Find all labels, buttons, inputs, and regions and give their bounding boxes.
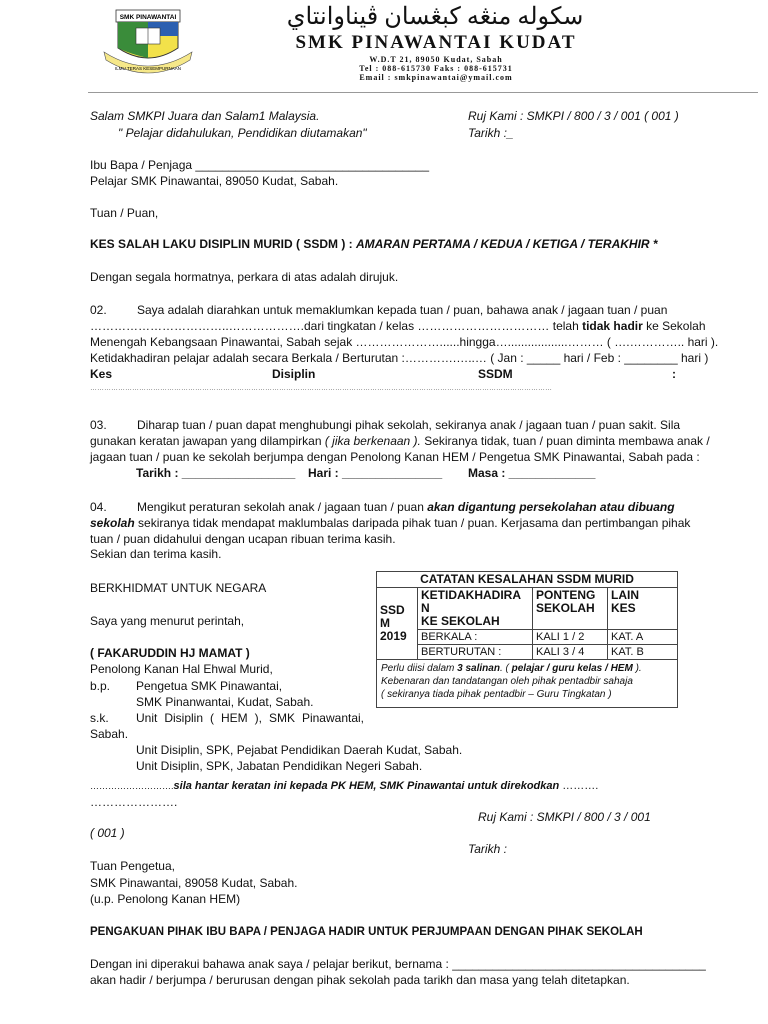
note1d: pelajar / guru kelas / HEM: [511, 663, 633, 674]
para02-line4: Ketidakhadiran pelajar adalah secara Berkala / Berturutan :………….…..… ( Jan : _____ hari / Feb : ________ hari ): [90, 351, 709, 365]
bp-line2: SMK Pinanwantai, Kudat, Sabah.: [136, 695, 314, 709]
logo-motto: ILMU TERAS KESEMPURNAAN: [115, 66, 181, 71]
record-side-label: SSD M 2019: [377, 588, 418, 660]
record-r2c3: KAT. B: [608, 645, 678, 660]
para02-line3: Menengah Kebangsaan Pinawantai, Sabah sejak …………………......hingga…..................……… ( ….………….. hari ).: [90, 335, 719, 349]
record-col-ketidakhadiran: KETIDAKHADIRA N KE SEKOLAH: [418, 588, 533, 630]
para04-line2b: sekiranya tidak mendapat maklumbalas daripada pihak tuan / puan. Kerjasama dan pertimbangan pihak: [134, 516, 691, 530]
cut-dots2: ……….: [559, 780, 599, 792]
record-r1c2: KALI 1 / 2: [533, 630, 608, 645]
reply-ruj-cont: ( 001 ): [90, 826, 125, 840]
reply-heading: PENGAKUAN PIHAK IBU BAPA / PENJAGA HADIR UNTUK PERJUMPAAN DENGAN PIHAK SEKOLAH: [90, 926, 643, 938]
para04-line4: Sekian dan terima kasih.: [90, 547, 222, 561]
para03-line2: [90, 434, 710, 448]
reply-tarikh: Tarikh :: [468, 842, 507, 856]
record-table-title: CATATAN KESALAHAN SSDM MURID: [377, 572, 678, 588]
intro-text: Dengan segala hormatnya, perkara di atas adalah dirujuk.: [90, 270, 399, 284]
note1b: 3 salinan: [457, 663, 500, 674]
tidak-hadir-text: tidak hadir: [582, 319, 643, 333]
sk-line3: Unit Disiplin, SPK, Jabatan Pendidikan Negeri Sabah.: [136, 759, 423, 773]
sk-line1b: Sabah.: [90, 727, 129, 741]
record-col-lain-kes: LAIN KES: [608, 588, 678, 630]
para03-line3: jagaan tuan / puan ke sekolah berjumpa dengan Penolong Kanan HEM / Pengetua SMK Pinawantai, Sabah pada :: [90, 450, 700, 464]
kes-colon: :: [672, 367, 676, 381]
school-email: Email : smkpinawantai@ymail.com: [359, 73, 513, 82]
para02-dots: ………………………………………………………………………………………………………………………………………………………………………………: [90, 385, 552, 392]
para03-line2c: Sekiranya tidak, tuan / puan diminta membawa anak /: [420, 434, 710, 448]
reply-ruj-kami: Ruj Kami : SMKPI / 800 / 3 / 001: [478, 810, 651, 824]
record-table-note: [377, 660, 678, 708]
reply-line2: akan hadir / berjumpa / berurusan dengan pihak sekolah pada tarikh dan masa yang telah ditetapkan.: [90, 973, 630, 987]
school-tel-fax: Tel : 088-615730 Faks : 088-615731: [359, 64, 513, 73]
para02-line2c: ke Sekolah: [642, 319, 706, 333]
disiplin-label: Disiplin: [272, 367, 316, 381]
school-address: W.D.T 21, 89050 Kudat, Sabah: [369, 55, 503, 64]
note1e: ).: [632, 663, 642, 674]
para03-line2a: gunakan keratan jawapan yang dilampirkan: [90, 434, 325, 448]
jika-berkenaan-text: ( jika berkenaan ).: [324, 434, 421, 448]
para02-number: 02.: [90, 303, 107, 317]
para02-line2: [90, 319, 706, 333]
ssdm-label: SSDM: [478, 367, 513, 381]
subject-options: AMARAN PERTAMA / KEDUA / KETIGA / TERAKHIR *: [356, 237, 658, 251]
note1a: Perlu diisi dalam: [381, 663, 458, 674]
meeting-hari-field: Hari : _______________: [308, 466, 443, 480]
reply-to1: Tuan Pengetua,: [90, 859, 175, 873]
greeting-line1: Salam SMKPI Juara dan Salam1 Malaysia.: [90, 109, 320, 123]
ref-tarikh: Tarikh :_: [468, 126, 514, 140]
recipient-line2: Pelajar SMK Pinawantai, 89050 Kudat, Sabah.: [90, 174, 339, 188]
kes-label: Kes: [90, 367, 113, 381]
sekolah-bold: sekolah: [90, 516, 135, 530]
para04-line1: [137, 500, 675, 514]
record-r2c2: KALI 3 / 4: [533, 645, 608, 660]
cut-instruction: [90, 779, 598, 793]
para04-line1a: Mengikut peraturan sekolah anak / jagaan tuan / puan: [137, 500, 428, 514]
signatory-position: Penolong Kanan Hal Ehwal Murid,: [90, 662, 273, 676]
record-col-ponteng: PONTENG SEKOLAH: [533, 588, 608, 630]
recipient-line1: Ibu Bapa / Penjaga ___________________________________: [90, 158, 429, 172]
note1c: . (: [499, 663, 512, 674]
subject-main: KES SALAH LAKU DISIPLIN MURID ( SSDM ) :: [90, 237, 353, 251]
bp-label: b.p.: [90, 679, 111, 693]
closing-obey: Saya yang menurut perintah,: [90, 614, 245, 628]
salutation: Tuan / Puan,: [90, 206, 159, 220]
para04-line2: [90, 516, 690, 530]
subject-heading: [90, 237, 658, 251]
reply-line1: Dengan ini diperakui bahawa anak saya / pelajar berikut, bernama : ______________________________________: [90, 957, 706, 971]
school-logo: [100, 8, 196, 78]
school-name: SMK PINAWANTAI KUDAT: [295, 32, 577, 53]
sk-line1: Unit Disiplin ( HEM ), SMK Pinawantai,: [136, 711, 364, 725]
closing-motto: BERKHIDMAT UNTUK NEGARA: [90, 581, 267, 595]
penalty-text: akan digantung persekolahan atau dibuang: [427, 500, 675, 514]
meeting-tarikh-field: Tarikh : _________________: [136, 466, 296, 480]
para03-line1: Diharap tuan / puan dapat menghubungi pihak sekolah, sekiranya anak / jagaan tuan / puan sakit. Sila: [137, 418, 681, 432]
para04-number: 04.: [90, 500, 107, 514]
meeting-masa-field: Masa : _____________: [468, 466, 596, 480]
record-r2c1: BERTURUTAN :: [418, 645, 533, 660]
para04-line3: tuan / puan didahului dengan ucapan ribuan terima kasih.: [90, 532, 396, 546]
sk-label: s.k.: [90, 711, 109, 725]
sk-line2: Unit Disiplin, SPK, Pejabat Pendidikan Daerah Kudat, Sabah.: [136, 743, 463, 757]
header-divider: [88, 92, 758, 93]
arabic-school-name: سكوله منڠه كبڠسان ڤيناوانتاي: [286, 4, 584, 30]
record-table: [376, 571, 678, 708]
signatory-name: ( FAKARUDDIN HJ MAMAT ): [90, 646, 250, 660]
record-r1c3: KAT. A: [608, 630, 678, 645]
para02-line2a: ……………………………..……………….dari tingkatan / kelas …………………………… telah: [90, 319, 583, 333]
note-line1: [381, 662, 673, 675]
note-line2: Kebenaran dan tandatangan oleh pihak pentadbir sahaja: [381, 676, 633, 687]
greeting-line2: " Pelajar didahulukan, Pendidikan diutamakan": [118, 126, 367, 140]
reply-to2: SMK Pinawantai, 89058 Kudat, Sabah.: [90, 876, 298, 890]
record-r1c1: BERKALA :: [418, 630, 533, 645]
ref-ruj-kami: Ruj Kami : SMKPI / 800 / 3 / 001 ( 001 ): [468, 109, 679, 123]
logo-top-text: SMK PINAWANTAI: [119, 14, 177, 21]
reply-to3: (u.p. Penolong Kanan HEM): [90, 892, 241, 906]
cut-dots: ……………………….: [90, 781, 174, 791]
cut-dots3: ………………….: [90, 795, 178, 809]
para02-line1: Saya adalah diarahkan untuk memaklumkan kepada tuan / puan, bahawa anak / jagaan tuan / puan: [137, 303, 668, 317]
cut-text: sila hantar keratan ini kepada PK HEM, SMK Pinawantai untuk direkodkan: [173, 780, 560, 792]
bp-line1: Pengetua SMK Pinawantai,: [136, 679, 283, 693]
note-line3: ( sekiranya tiada pihak pentadbir – Guru Tingkatan ): [381, 689, 612, 700]
para03-number: 03.: [90, 418, 107, 432]
